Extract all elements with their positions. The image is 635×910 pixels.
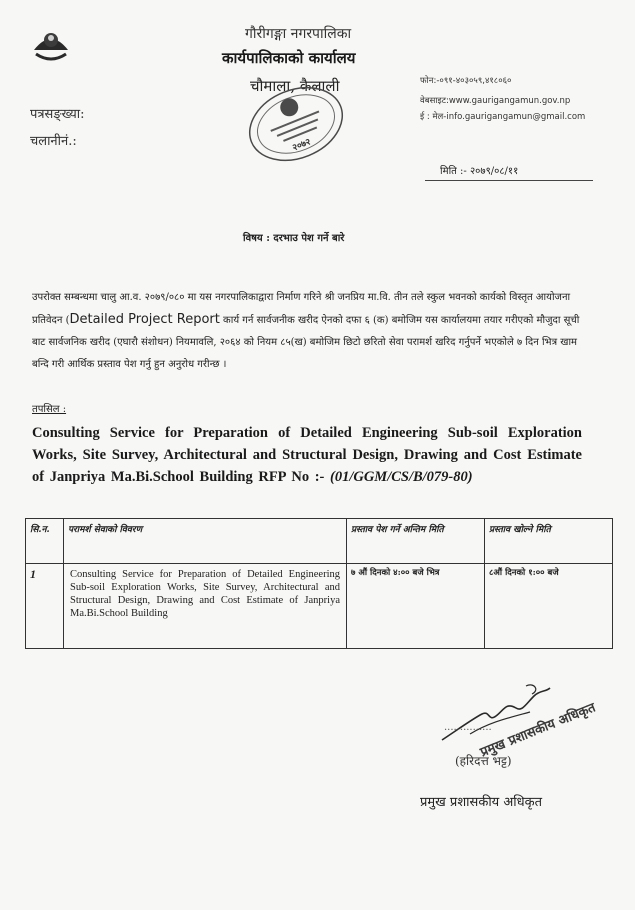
header-opening-date: प्रस्ताव खोल्ने मिति (485, 519, 613, 564)
body-text-2: कार्य गर्न सार्वजनीक खरीद ऐनको दफा ६ (क) बमोजिम यस कार्यालयमा तयार गरीएको मौजुदा सूची बाट सार्वजनिक खरीद (एघारौ संशोधन) नियमावलि, २०६४ को नियम ८५(ख) बमोजिम छिटो छरितो सेवा परामर्श खरिद गर्नुपर्ने भएकोले ७ दिन भित्र खाम बन्दि गरी आर्थिक प्रस्ताव पेश गर्नु हुन अनुरोध गरीन्छ । (32, 315, 580, 370)
website-text: वेबसाइट:www.gaurigangamun.gov.np (420, 96, 571, 106)
header-description: परामर्श सेवाको विवरण (64, 519, 347, 564)
rfp-number: (01/GGM/CS/B/079-80) (330, 469, 473, 485)
signatory-title: प्रमुख प्रशासकीय अधिकृत (420, 795, 543, 810)
dispatch-number-label: चलानीनं.: (30, 134, 77, 149)
row-opening-date: ८औं दिनको १:०० बजे (485, 564, 613, 649)
email-text: ई : मेल-info.gaurigangamun@gmail.com (420, 112, 586, 122)
office-location: चौमाला, कैलाली (250, 77, 340, 95)
row-description: Consulting Service for Preparation of Detailed Engineering Sub-soil Exploration Works, Site Survey, Architectural and Structural Design, Drawing and Cost Estimate of Janpriya Ma.Bi.School Building (64, 564, 347, 649)
office-name: कार्यपालिकाको कार्यालय (222, 49, 356, 67)
subject-line: विषय : दरभाउ पेश गर्ने बारे (243, 233, 345, 244)
proposal-table (25, 518, 613, 649)
seal-year: २०७२ (291, 137, 313, 154)
row-submission-date: ७ औं दिनको ४:०० बजे भित्र (347, 564, 485, 649)
reference-number-label: पत्रसङ्ख्या: (30, 107, 85, 122)
service-heading-text: Consulting Service for Preparation of Detailed Engineering Sub-soil Exploration Works, Site Survey, Architectural and Structural Design, Drawing and Cost Estimate of Janpriya Ma.Bi.School Building RFP No :- (32, 425, 582, 485)
header-sn: सि.न. (26, 519, 64, 564)
signature-dots: ............... (444, 722, 492, 733)
body-paragraph (32, 287, 582, 376)
signatory-stamp: प्रमुख प्रशासकीय अधिकृत (478, 700, 598, 761)
table-row (26, 564, 613, 649)
body-text-1: उपरोक्त सम्बन्धमा चालु आ.व. २०७९/०८० मा यस नगरपालिकाद्वारा निर्माण गरिने श्री जनप्रिय मा.वि. तीन तले स्कुल भवनको कार्यको विस्तृत आयोजना प्रतिवेदन ( (32, 292, 571, 326)
body-text-dpr: Detailed Project Report (69, 312, 220, 327)
details-label: तपसिल : (32, 404, 67, 415)
service-heading (32, 422, 582, 488)
office-seal (240, 82, 352, 166)
row-sn: 1 (26, 564, 64, 649)
header-submission-date: प्रस्ताव पेश गर्ने अन्तिम मिति (347, 519, 485, 564)
municipality-name: गौरीगङ्गा नगरपालिका (245, 26, 352, 42)
letter-date: मिति :- २०७९/०८/११ (440, 166, 519, 177)
signatory-name: (हरिदत्त भट्ट) (455, 754, 512, 768)
emblem-icon (30, 24, 72, 64)
table-header-row (26, 519, 613, 564)
phone-text: फोन:-०९१-४०३०५९,४१८०६० (420, 76, 512, 86)
date-underline (425, 180, 593, 181)
